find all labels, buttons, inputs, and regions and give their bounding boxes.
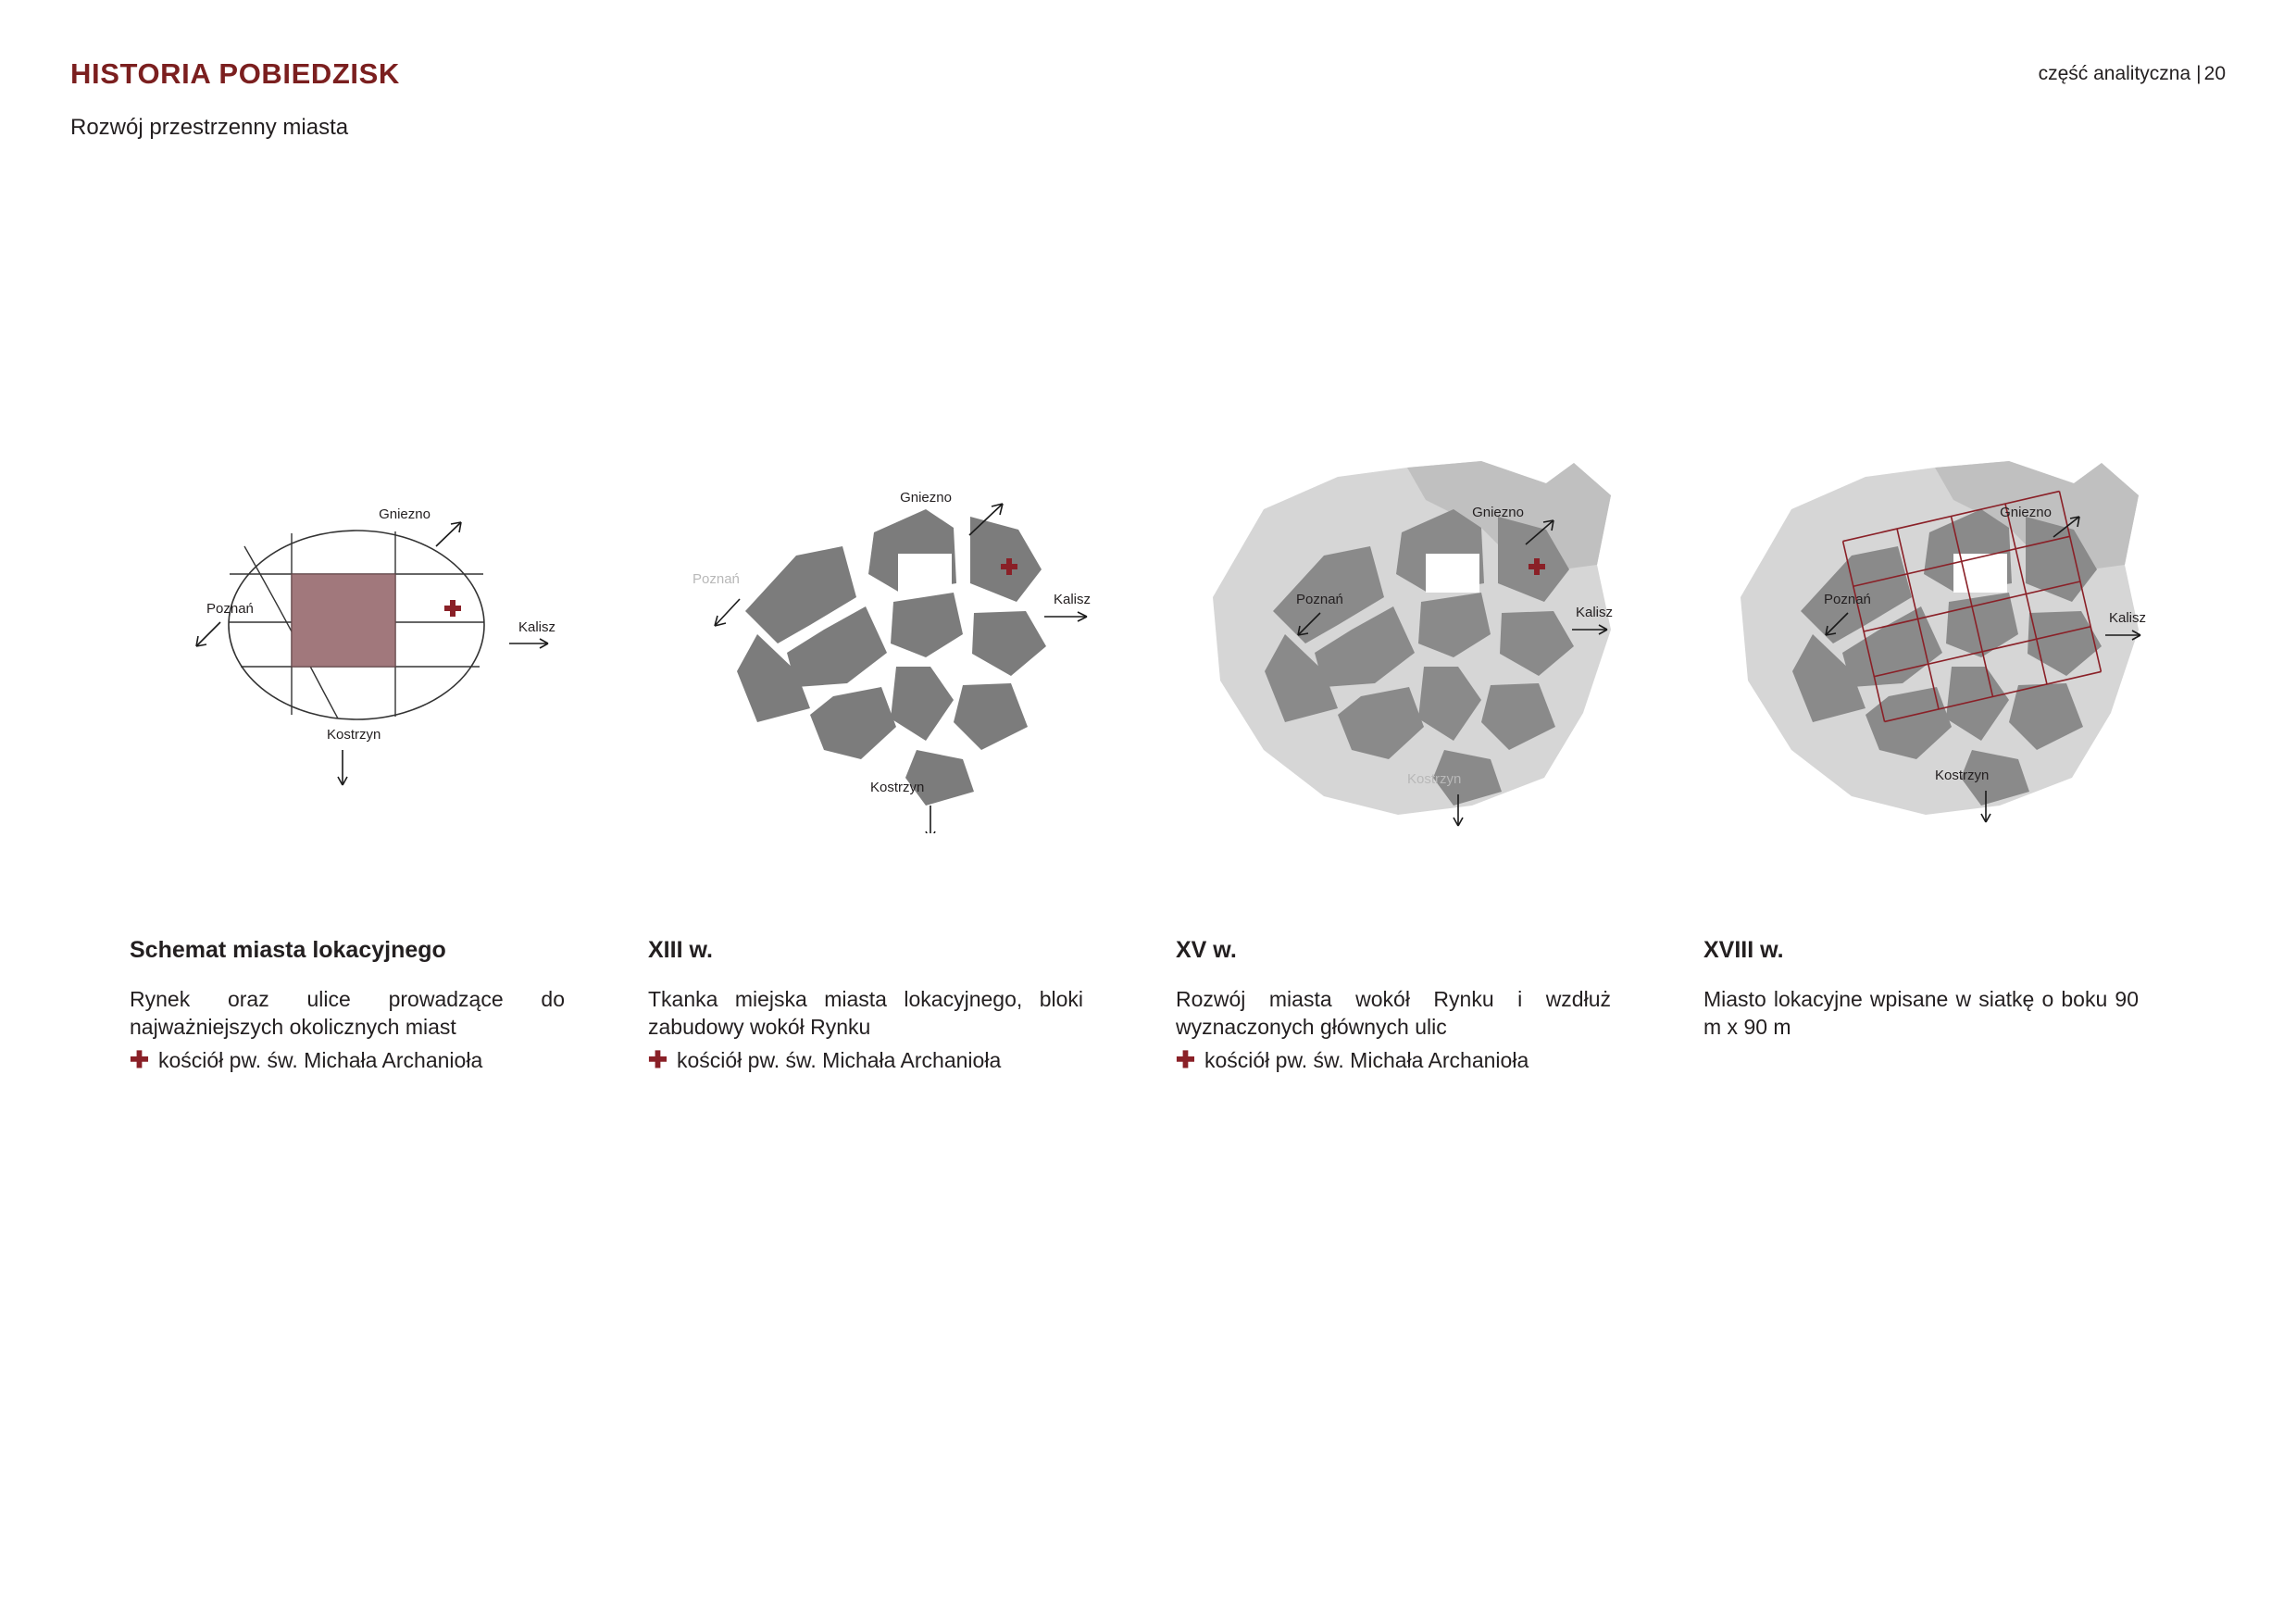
diagram-xviii (1703, 444, 2222, 833)
label-kostrzyn: Kostrzyn (327, 727, 381, 743)
legend-label: kościół pw. św. Michała Archanioła (676, 1048, 1002, 1073)
cross-icon: ✚ (648, 1047, 668, 1074)
legend-label: kościół pw. św. Michała Archanioła (1204, 1048, 1529, 1073)
arrow-kostrzyn (926, 806, 935, 833)
caption-legend (1176, 1046, 1611, 1075)
caption-title: XV w. (1176, 937, 1237, 963)
label-gniezno: Gniezno (379, 506, 430, 522)
caption-schemat (130, 935, 565, 1075)
label-kostrzyn: Kostrzyn (1935, 768, 1990, 783)
arrow-kalisz (509, 639, 548, 648)
caption-xiii (648, 935, 1083, 1075)
cross-icon: ✚ (1176, 1047, 1195, 1074)
figure-column-schemat (130, 444, 648, 833)
page-subtitle: Rozwój przestrzenny miasta (70, 115, 349, 140)
church-cross (444, 600, 461, 617)
label-kalisz: Kalisz (518, 619, 556, 635)
figure-column-xviii (1703, 444, 2222, 833)
caption-body: Rozwój miasta wokół Rynku i wzdłuż wyznaczonych głównych ulic (1176, 986, 1611, 1040)
caption-xviii (1703, 935, 2139, 1042)
label-poznan: Poznań (693, 571, 740, 587)
label-kostrzyn: Kostrzyn (870, 780, 925, 795)
label-kalisz: Kalisz (2109, 610, 2147, 626)
label-kostrzyn: Kostrzyn (1407, 771, 1462, 787)
diagram-xiii (648, 444, 1167, 833)
market-square-void (1426, 554, 1479, 593)
caption-xv (1176, 935, 1611, 1075)
label-poznan: Poznań (1296, 592, 1343, 607)
figure-column-xiii (648, 444, 1167, 833)
arrow-poznan (196, 622, 220, 646)
label-poznan: Poznań (1824, 592, 1871, 607)
caption-title: XVIII w. (1703, 937, 1784, 963)
label-gniezno: Gniezno (900, 490, 952, 506)
label-kalisz: Kalisz (1576, 605, 1614, 620)
section-label: część analityczna (2038, 63, 2191, 84)
label-gniezno: Gniezno (2000, 505, 2052, 520)
diagram-schemat (130, 444, 648, 833)
market-square-void (898, 554, 952, 593)
arrow-kostrzyn (338, 750, 347, 785)
market-square (292, 574, 395, 667)
urban-blocks-dark (737, 509, 1046, 806)
label-gniezno: Gniezno (1472, 505, 1524, 520)
caption-body: Tkanka miejska miasta lokacyjnego, bloki zabudowy wokół Rynku (648, 986, 1083, 1040)
page-title: HISTORIA POBIEDZISK (70, 57, 400, 90)
label-kalisz: Kalisz (1054, 592, 1092, 607)
diagram-xv (1176, 444, 1694, 833)
caption-title: XIII w. (648, 937, 713, 963)
figure-column-xv (1176, 444, 1694, 833)
caption-legend (130, 1046, 565, 1075)
meta-separator: | (2196, 63, 2202, 84)
caption-body: Rynek oraz ulice prowadzące do najważniejszych okolicznych miast (130, 986, 565, 1040)
legend-label: kościół pw. św. Michała Archanioła (157, 1048, 483, 1073)
arrow-kalisz (1044, 612, 1087, 621)
page-number: 20 (2203, 63, 2226, 84)
label-poznan: Poznań (206, 601, 254, 617)
caption-legend (648, 1046, 1083, 1075)
caption-title: Schemat miasta lokacyjnego (130, 937, 446, 963)
header-meta (2039, 63, 2226, 85)
arrow-gniezno (436, 522, 461, 546)
caption-body: Miasto lokacyjne wpisane w siatkę o boku 90 m x 90 m (1703, 986, 2139, 1040)
arrow-poznan (715, 599, 740, 626)
cross-icon: ✚ (130, 1047, 149, 1074)
